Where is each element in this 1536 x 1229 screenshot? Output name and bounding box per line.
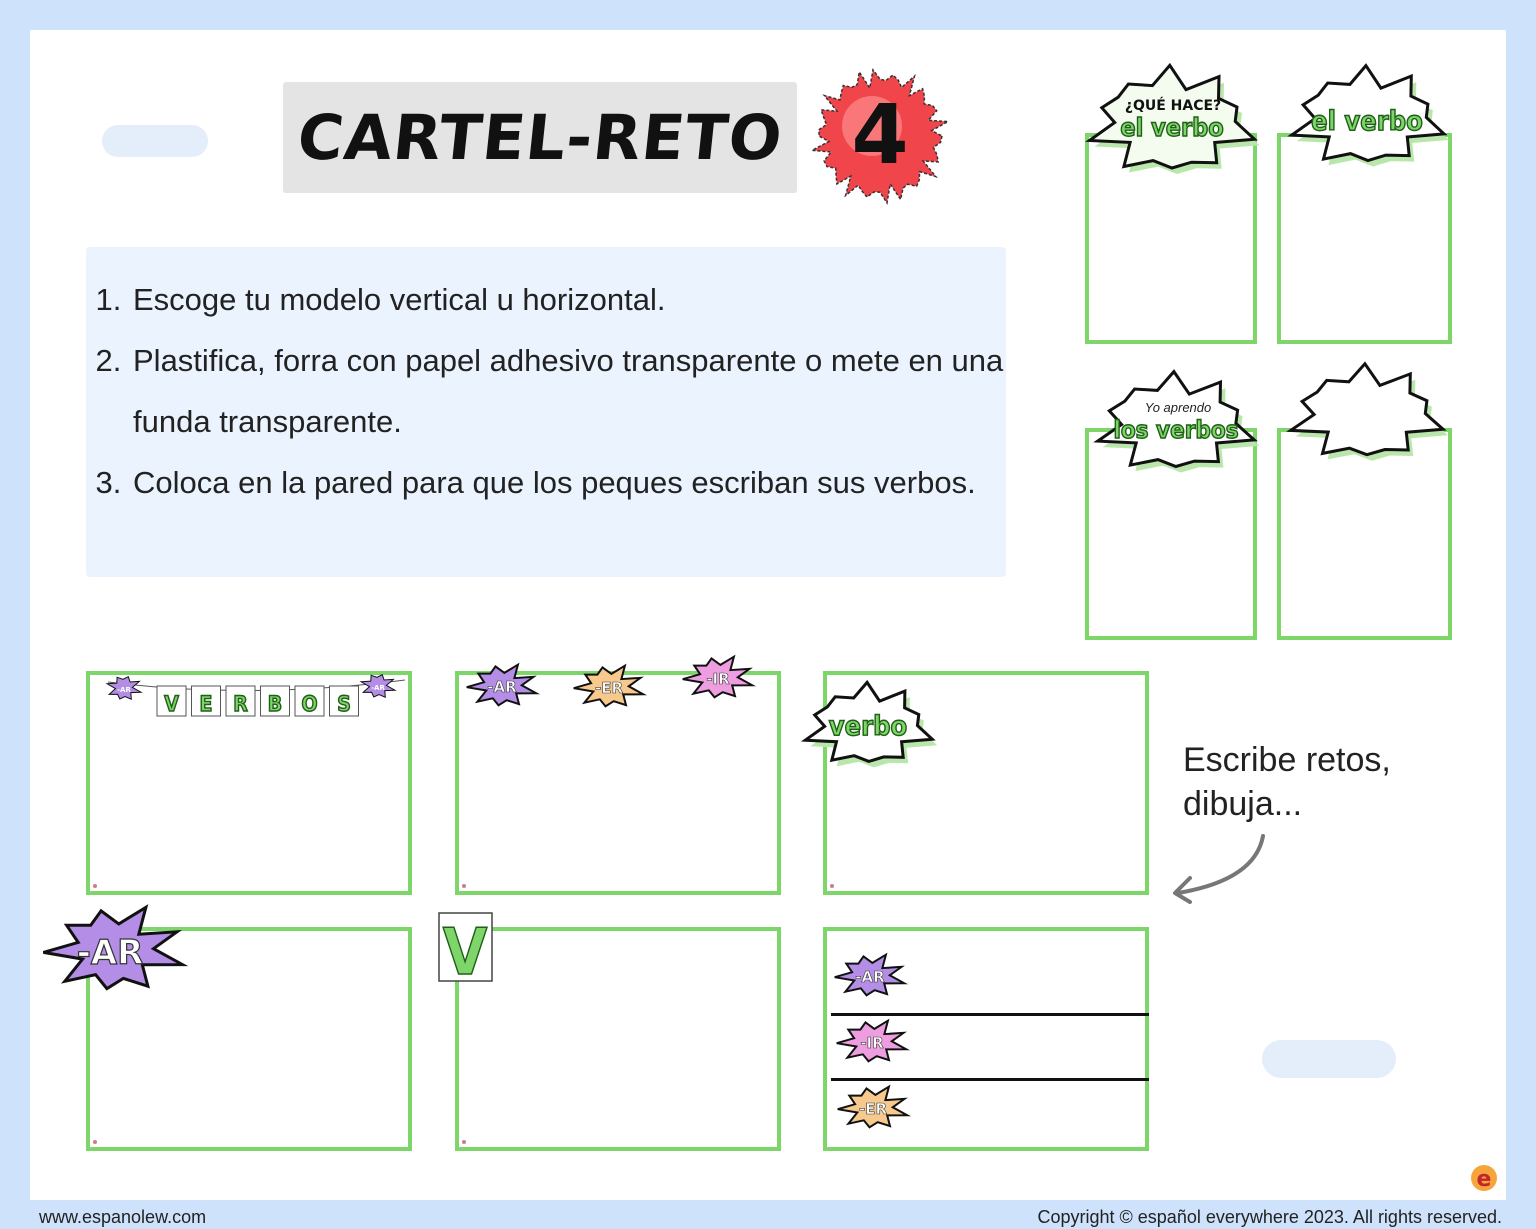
ar-label: -AR: [76, 933, 144, 973]
green-label: S: [337, 692, 351, 716]
logo-letter: e: [1476, 1167, 1492, 1192]
suffix-label: -AR: [487, 678, 517, 696]
suffix-label: -ER: [858, 1100, 888, 1118]
suffix-label: -ER: [594, 679, 624, 697]
side-note-line: dibuja...: [1183, 785, 1303, 823]
footer-website: www.espanolew.com: [39, 1207, 207, 1227]
card-top-text: ¿QUÉ HACE?: [1124, 98, 1222, 114]
suffix-label: -IR: [860, 1034, 884, 1052]
green-label: el verbo: [1120, 113, 1224, 142]
page-title: CARTEL-RETO: [293, 101, 787, 174]
green-label: O: [301, 692, 318, 716]
card-top-text: Yo aprendo: [1144, 400, 1212, 415]
green-label: el verbo: [1311, 106, 1423, 137]
green-label: V: [442, 916, 488, 990]
side-note: [1183, 738, 1391, 826]
suffix-label: -AR: [855, 968, 885, 986]
suffix-label: -IR: [706, 670, 730, 688]
instruction-item: 3. Coloca en la pared para que los peques escriban sus verbos.: [130, 452, 1006, 513]
green-label: V: [164, 692, 179, 716]
green-label: verbo: [828, 711, 908, 742]
footer-copyright: Copyright © español everywhere 2023. All rights reserved.: [1037, 1207, 1502, 1227]
green-label: B: [267, 692, 283, 716]
blank-starburst: [1291, 364, 1443, 455]
curved-arrow-icon: [1178, 836, 1263, 893]
badge-number: 4: [851, 88, 909, 183]
green-label: los verbos: [1113, 416, 1239, 444]
green-label: E: [199, 692, 213, 716]
tag-label: -AR: [371, 684, 385, 692]
green-label: R: [233, 692, 248, 716]
side-note-line: Escribe retos,: [1183, 741, 1391, 779]
instruction-item: 2. Plastifica, forra con papel adhesivo transparente o mete en una funda transparente.: [130, 330, 1006, 452]
tag-label: -AR: [117, 686, 131, 694]
instruction-item: 1. Escoge tu modelo vertical u horizontal.: [130, 269, 1006, 330]
